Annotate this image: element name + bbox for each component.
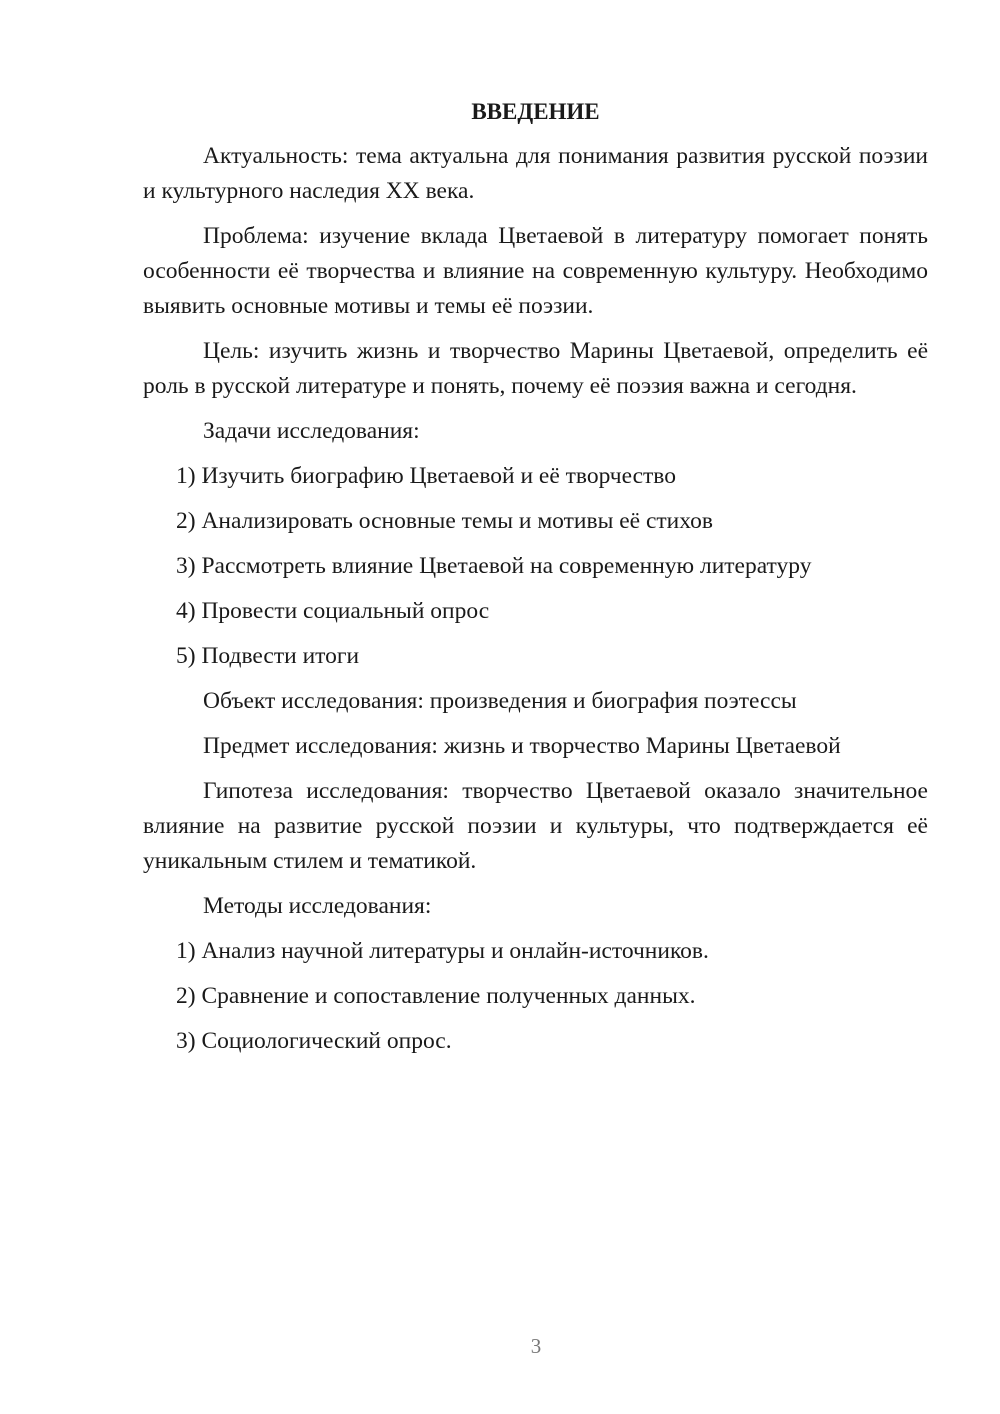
research-subject: Предмет исследования: жизнь и творчество Марины Цветаевой — [203, 733, 841, 759]
task-item: 3) Рассмотреть влияние Цветаевой на современную литературу — [176, 553, 812, 579]
task-item: 1) Изучить биографию Цветаевой и её творчество — [176, 463, 676, 489]
tasks-heading: Задачи исследования: — [203, 418, 420, 444]
method-item: 1) Анализ научной литературы и онлайн-источников. — [176, 938, 709, 964]
research-object: Объект исследования: произведения и биография поэтессы — [203, 688, 797, 714]
goal-paragraph: Цель: изучить жизнь и творчество Марины Цветаевой, определить её роль в русской литературе и понять, почему её поэзия важна и сегодня. — [143, 338, 928, 399]
task-item: 4) Провести социальный опрос — [176, 598, 490, 624]
problem-paragraph: Проблема: изучение вклада Цветаевой в литературу помогает понять особенности её творчества и влияние на современную культуру. Необходимо выявить основные мотивы и темы её поэзии. — [143, 223, 928, 319]
methods-heading: Методы исследования: — [203, 893, 432, 919]
task-item: 5) Подвести итоги — [176, 643, 360, 669]
page-number: 3 — [530, 1334, 542, 1358]
hypothesis-paragraph: Гипотеза исследования: творчество Цветаевой оказало значительное влияние на развитие русской поэзии и культуры, что подтверждается её уникальным стилем и тематикой. — [143, 778, 928, 874]
tasks-list — [143, 459, 928, 674]
section-title: ВВЕДЕНИЕ — [471, 99, 600, 124]
task-item: 2) Анализировать основные темы и мотивы её стихов — [176, 508, 713, 534]
page-content — [143, 94, 928, 1069]
method-item: 2) Сравнение и сопоставление полученных данных. — [176, 983, 696, 1009]
methods-list — [143, 934, 928, 1059]
relevance-paragraph: Актуальность: тема актуальна для понимания развития русской поэзии и культурного наследия XX века. — [143, 143, 928, 204]
method-item: 3) Социологический опрос. — [176, 1028, 452, 1054]
